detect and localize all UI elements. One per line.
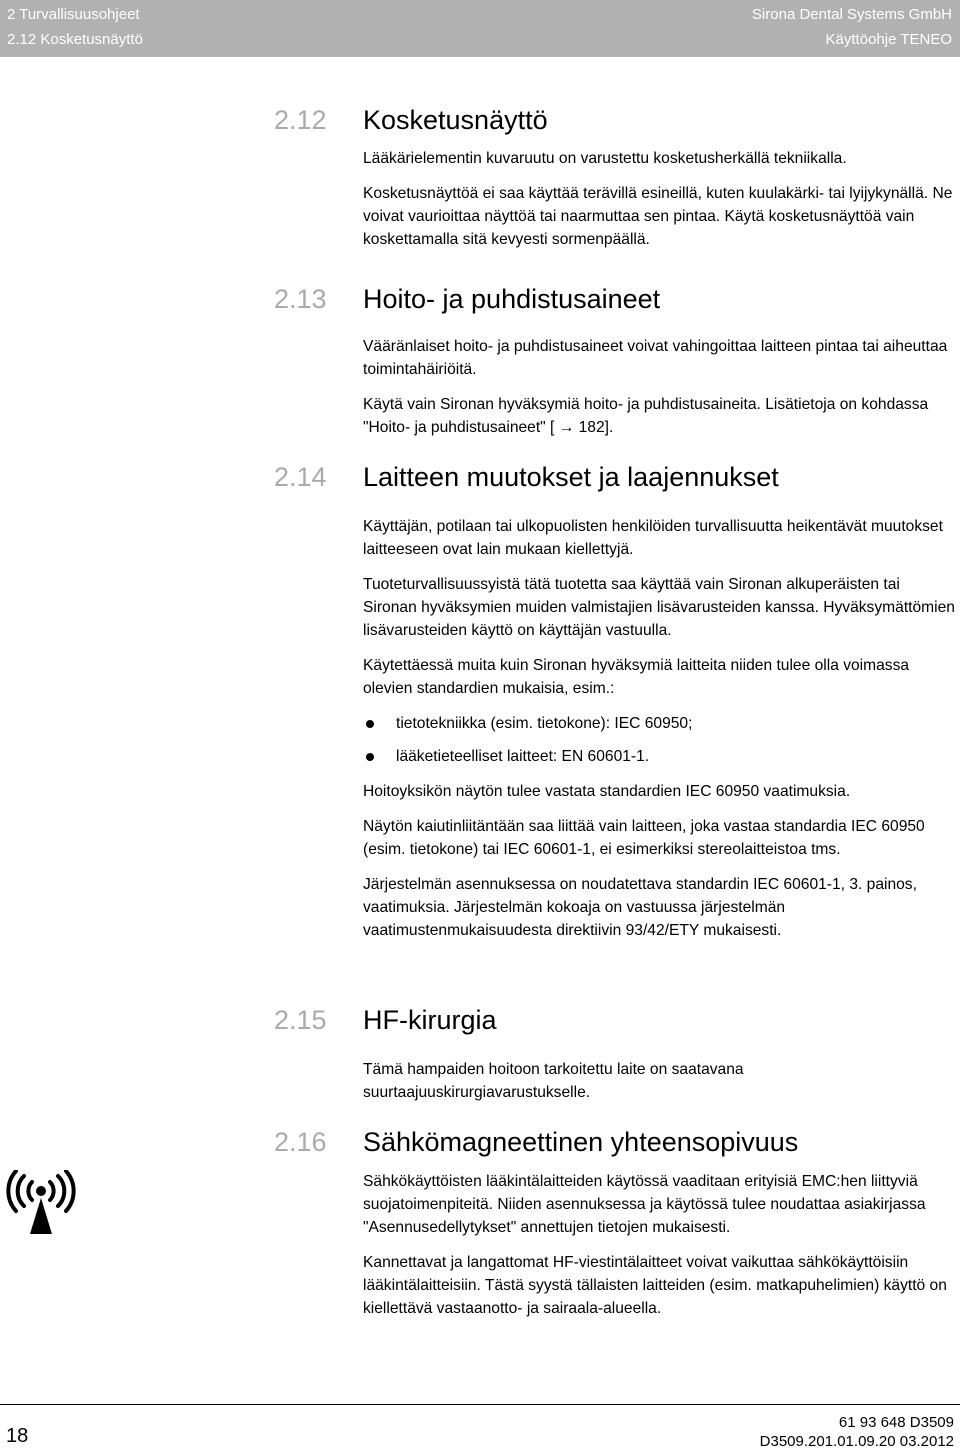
section-body xyxy=(363,147,955,263)
section-title: Kosketusnäyttö xyxy=(363,105,548,135)
section-title: Laitteen muutokset ja laajennukset xyxy=(363,462,779,492)
bullet-list xyxy=(363,712,955,768)
header-manual: Käyttöohje TENEO xyxy=(825,31,952,48)
paragraph: Vääränlaiset hoito- ja puhdistusaineet voivat vahingoittaa laitteen pintaa tai aiheuttaa toimintahäiriöitä. xyxy=(363,338,948,378)
section-body xyxy=(363,515,955,954)
non-ionizing-radiation-icon xyxy=(6,1170,76,1240)
section-body xyxy=(363,1058,955,1116)
section-number: 2.16 xyxy=(274,1127,327,1157)
paragraph: Käytettäessä muita kuin Sironan hyväksymiä laitteita niiden tulee olla voimassa olevien standardien mukaisia, esim.: xyxy=(363,657,910,697)
document-id: D3509.201.01.09.20 03.2012 xyxy=(759,1433,954,1450)
paragraph: Järjestelmän asennuksessa on noudatettava standardin IEC 60601-1, 3. painos, vaatimuksia. Järjestelmän kokoaja on vastuussa järjestelmän vaatimustenmukaisuudesta direktiivin 93/42/ETY mukaisesti. xyxy=(363,876,917,939)
order-number: 61 93 648 D3509 xyxy=(838,1414,954,1431)
list-item xyxy=(363,745,955,768)
header-chapter: 2 Turvallisuusohjeet xyxy=(7,6,140,23)
paragraph: Tuoteturvallisuussyistä tätä tuotetta saa käyttää vain Sironan alkuperäisten tai Sironan hyväksymien muiden valmistajien lisävarusteiden kanssa. Hyväksymättömien lisävarusteiden käyttö on käyttäjän vastuulla. xyxy=(363,576,955,639)
footer-divider xyxy=(0,1404,960,1405)
list-item-text: lääketieteelliset laitteet: EN 60601-1. xyxy=(396,748,650,765)
list-item xyxy=(363,712,955,735)
paragraph: Kannettavat ja langattomat HF-viestintälaitteet voivat vaikuttaa sähkökäyttöisiin lääkintälaitteisiin. Tästä syystä tällaisten laitteiden (esim. matkapuhelimien) käyttö on kiellettävä vastaanotto- ja sairaala-alueella. xyxy=(363,1254,947,1317)
list-item-text: tietotekniikka (esim. tietokone): IEC 60950; xyxy=(396,715,693,732)
paragraph: Käytä vain Sironan hyväksymiä hoito- ja puhdistusaineita. Lisätietoja on kohdassa "Hoito- ja puhdistusaineet" [ → 182]. xyxy=(363,396,929,436)
page-header xyxy=(0,0,960,57)
bullet-icon xyxy=(366,753,374,761)
paragraph: Näytön kaiutinliitäntään saa liittää vain laitteen, joka vastaa standardia IEC 60950 (esim. tietokone) tai IEC 60601-1, ei esimerkiksi stereolaitteistoa tms. xyxy=(363,818,925,858)
section-body xyxy=(363,1170,955,1332)
section-number: 2.12 xyxy=(274,105,327,135)
paragraph: Hoitoyksikön näytön tulee vastata standardien IEC 60950 vaatimuksia. xyxy=(363,783,851,800)
section-number: 2.14 xyxy=(274,462,327,492)
section-title: Hoito- ja puhdistusaineet xyxy=(363,284,661,314)
paragraph: Sähkökäyttöisten lääkintälaitteiden käytössä vaaditaan erityisiä EMC:hen liittyviä suojatoimenpiteitä. Niiden asennuksessa ja käytössä tulee noudattaa asiakirjassa "Asennusedellytykset" annettujen tietojen mukaisesti. xyxy=(363,1173,926,1236)
section-number: 2.15 xyxy=(274,1005,327,1035)
paragraph: Lääkärielementin kuvaruutu on varustettu kosketusherkällä tekniikalla. xyxy=(363,150,847,167)
paragraph: Käyttäjän, potilaan tai ulkopuolisten henkilöiden turvallisuutta heikentävät muutokset laitteeseen ovat lain mukaan kiellettyjä. xyxy=(363,518,943,558)
document-code xyxy=(760,1413,954,1451)
paragraph: Kosketusnäyttöä ei saa käyttää terävillä esineillä, kuten kuulakärki- tai lyijykynällä. Ne voivat vaurioittaa näyttöä tai naarmuttaa sen pintaa. Käytä kosketusnäyttöä vain koskettamalla sitä kevyesti sormenpäällä. xyxy=(363,185,953,248)
header-company: Sirona Dental Systems GmbH xyxy=(751,6,952,23)
paragraph: Tämä hampaiden hoitoon tarkoitettu laite on saatavana suurtaajuuskirurgiavarustukselle. xyxy=(363,1061,744,1101)
page-number: 18 xyxy=(6,1425,29,1447)
header-section: 2.12 Kosketusnäyttö xyxy=(7,31,143,48)
section-title: Sähkömagneettinen yhteensopivuus xyxy=(363,1127,799,1157)
bullet-icon xyxy=(366,720,374,728)
section-title: HF-kirurgia xyxy=(363,1005,497,1035)
section-body xyxy=(363,335,955,451)
section-number: 2.13 xyxy=(274,284,327,314)
